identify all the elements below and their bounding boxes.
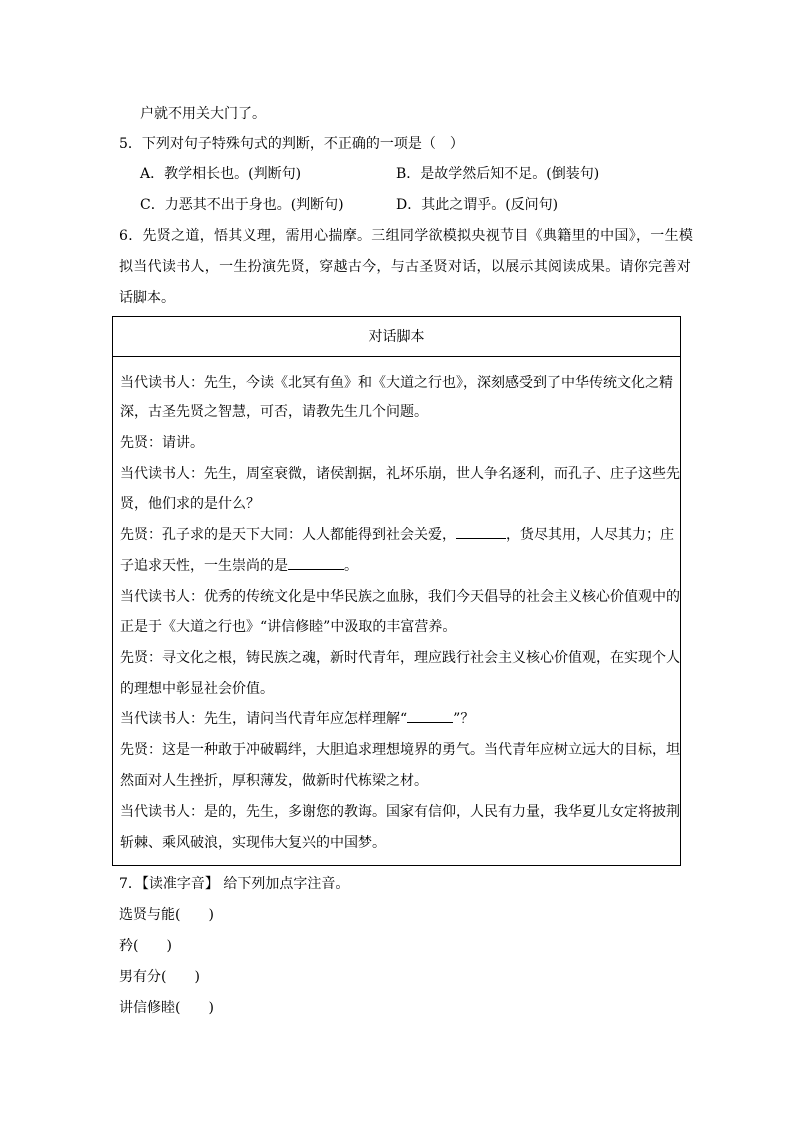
dialogue-line: 深，古圣先贤之智慧，可否，请教先生几个问题。 — [120, 404, 428, 420]
dialogue-line-with-blank — [120, 525, 674, 545]
q6-stem-line-1: 6．先贤之道，悟其义理，需用心揣摩。三组同学欲模拟央视节目《典籍里的中国》，一生模 — [119, 228, 694, 244]
q7-item-4: 讲信修睦( ) — [119, 1000, 214, 1016]
dialogue-text: 。 — [344, 558, 358, 574]
q5-stem: 5．下列对句子特殊句式的判断，不正确的一项是（ ） — [119, 136, 464, 152]
dialogue-text: 先贤：孔子求的是天下大同：人人都能得到社会关爱， — [120, 527, 456, 543]
answer-blank[interactable] — [407, 709, 453, 723]
dialogue-line: 正是于《大道之行也》“讲信修睦”中汲取的丰富营养。 — [120, 619, 457, 635]
q5-option-a: A．教学相长也。(判断句) — [140, 166, 302, 182]
dialogue-script-table — [112, 316, 681, 866]
dialogue-line: 的理想中彰显社会价值。 — [120, 681, 274, 697]
q6-stem-line-3: 话脚本。 — [119, 290, 175, 306]
q7-item-3: 男有分( ) — [119, 969, 200, 985]
dialogue-text: ，货尽其用，人尽其力；庄 — [506, 527, 674, 543]
dialogue-line: 先贤：这是一种敢于冲破羁绊，大胆追求理想境界的勇气。当代青年应树立远大的目标，坦 — [120, 742, 680, 758]
q5-option-d: D．其此之谓乎。(反问句) — [396, 197, 559, 213]
dialogue-line: 当代读书人：是的，先生，多谢您的教诲。国家有信仰，人民有力量，我华夏儿女定将披荆 — [120, 804, 680, 820]
dialogue-line: 先贤：寻文化之根，铸民族之魂，新时代青年，理应践行社会主义核心价值观，在实现个人 — [120, 650, 680, 666]
q7-stem: 7．【读准字音】 给下列加点字注音。 — [119, 876, 350, 892]
dialogue-line: 当代读书人：优秀的传统文化是中华民族之血脉，我们今天倡导的社会主义核心价值观中的 — [120, 589, 680, 605]
answer-blank[interactable] — [288, 556, 344, 570]
q6-stem-line-2: 拟当代读书人，一生扮演先贤，穿越古今，与古圣贤对话，以展示其阅读成果。请你完善对 — [119, 259, 691, 275]
dialogue-line: 当代读书人：先生，周室衰微，诸侯割据，礼坏乐崩，世人争名逐利，而孔子、庄子这些先 — [120, 466, 680, 482]
answer-blank[interactable] — [456, 525, 506, 539]
q4-tail-text: 户就不用关大门了。 — [140, 106, 266, 122]
dialogue-line: 贤，他们求的是什么？ — [120, 496, 260, 512]
dialogue-text: 子追求天性，一生崇尚的是 — [120, 558, 288, 574]
q5-option-b: B．是故学然后知不足。(倒装句) — [396, 166, 600, 182]
q7-item-1: 选贤与能( ) — [119, 907, 214, 923]
q5-option-c: C．力恶其不出于身也。(判断句) — [140, 197, 344, 213]
q7-item-2: 矜( ) — [119, 938, 172, 954]
dialogue-line-with-blank — [120, 556, 358, 576]
script-title: 对话脚本 — [113, 317, 680, 357]
dialogue-line: 当代读书人：先生，今读《北冥有鱼》和《大道之行也》，深刻感受到了中华传统文化之精 — [120, 375, 673, 391]
dialogue-line-with-blank — [120, 709, 474, 729]
dialogue-line: 先贤：请讲。 — [120, 435, 204, 451]
dialogue-line: 然面对人生挫折，厚积薄发，做新时代栋梁之材。 — [120, 773, 428, 789]
dialogue-text: ”？ — [453, 711, 475, 727]
dialogue-text: 当代读书人：先生，请问当代青年应怎样理解“ — [120, 711, 408, 727]
dialogue-line: 斩棘、乘风破浪，实现伟大复兴的中国梦。 — [120, 835, 386, 851]
